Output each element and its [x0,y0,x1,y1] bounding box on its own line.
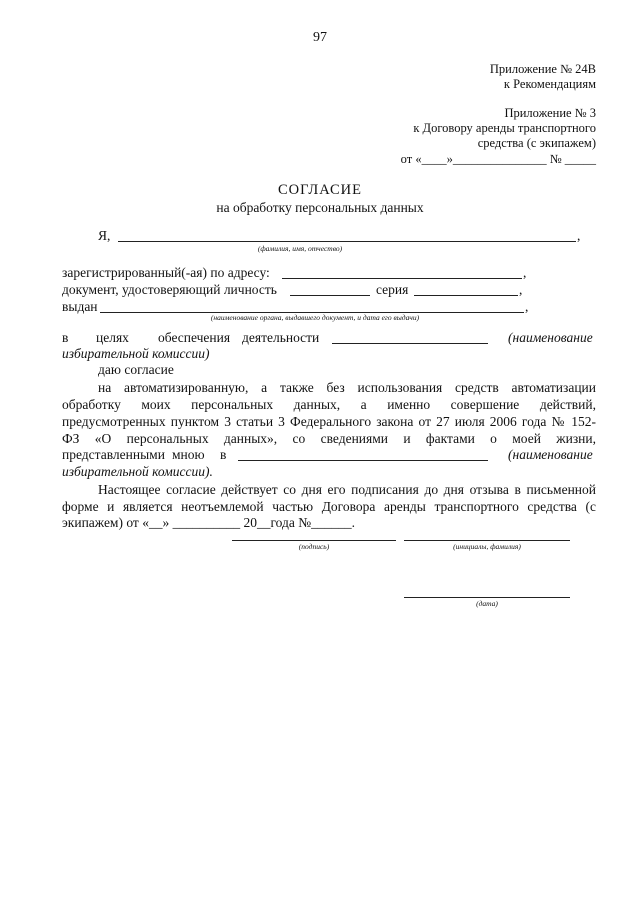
appendix-b-line2: к Договору аренды транспортного [413,121,596,135]
appendix-b-line1: Приложение № 3 [504,106,596,120]
series-field[interactable] [414,295,518,296]
initials-surname-caption: (инициалы, фамилия) [453,542,521,551]
paragraph-2-line-1: Настоящее согласие действует со дня его подписания до дня отзыва в письменной [98,482,596,497]
series-label: серия [376,282,409,297]
paragraph-1-line-5-tail: (наименование [508,447,593,462]
paragraph-1-line-5-word-2: мною [172,447,205,462]
issued-caption: (наименование органа, выдавшего документ, и дата его выдачи) [210,313,420,322]
address-field[interactable] [282,278,522,279]
consent-phrase: даю согласие [98,362,174,377]
purpose-word-2: целях [96,330,129,345]
commission-name-field[interactable] [332,343,488,344]
purpose-word-3: обеспечения [158,330,231,345]
date-field[interactable] [404,597,570,598]
document-subtitle: на обработку персональных данных [216,200,424,215]
paragraph-2-line-3: экипажем) от «__» __________ 20__года №______. [62,515,355,530]
issued-end: , [525,299,529,314]
appendix-a-line2: к Рекомендациям [503,77,596,91]
issued-label: выдан [62,299,98,314]
i-end: , [577,228,581,243]
contract-date-number: от «____»_______________ № _____ [400,152,596,166]
document-title: СОГЛАСИЕ [277,182,363,198]
address-label: зарегистрированный(-ая) по адресу: [62,265,270,280]
signature-field[interactable] [232,540,396,541]
purpose-tail: (наименование [508,330,593,345]
appendix-b-line3: средства (с экипажем) [477,136,596,150]
paragraph-1-line-1: на автоматизированную, а также без использования средств автоматизации [98,380,596,395]
purpose-word-4: деятельности [242,330,320,345]
id-document-field[interactable] [290,295,370,296]
paragraph-1-line-2: обработку моих персональных данных, а именно совершение действий, [62,397,596,412]
full-name-field[interactable] [118,241,576,242]
address-end: , [523,265,527,280]
commission-name-field-2[interactable] [238,460,488,461]
i-label: Я, [98,228,111,243]
date-caption: (дата) [476,599,498,608]
id-document-label: документ, удостоверяющий личность [62,282,277,297]
paragraph-1-line-3: предусмотренных пунктом 3 статьи 3 Федерального закона от 27 июля 2006 года № 152- [62,414,596,429]
initials-surname-field[interactable] [404,540,570,541]
signature-caption: (подпись) [298,542,330,551]
paragraph-1-line-5-word-3: в [220,447,227,462]
paragraph-1-line-6: избирательной комиссии). [62,464,213,479]
paragraph-1-line-5-word-1: представленными [62,447,165,462]
page-number: 97 [313,30,327,45]
doc-end: , [519,282,523,297]
appendix-a-line1: Приложение № 24В [489,62,596,76]
purpose-line-2: избирательной комиссии) [62,346,210,361]
paragraph-2-line-2: форме и является неотъемлемой частью Договора аренды транспортного средства (с [62,499,596,514]
purpose-word-1: в [62,330,69,345]
full-name-caption: (фамилия, имя, отчество) [257,244,343,253]
paragraph-1-line-4: ФЗ «О персональных данных», со сведениями и фактами о моей жизни, [62,431,596,446]
